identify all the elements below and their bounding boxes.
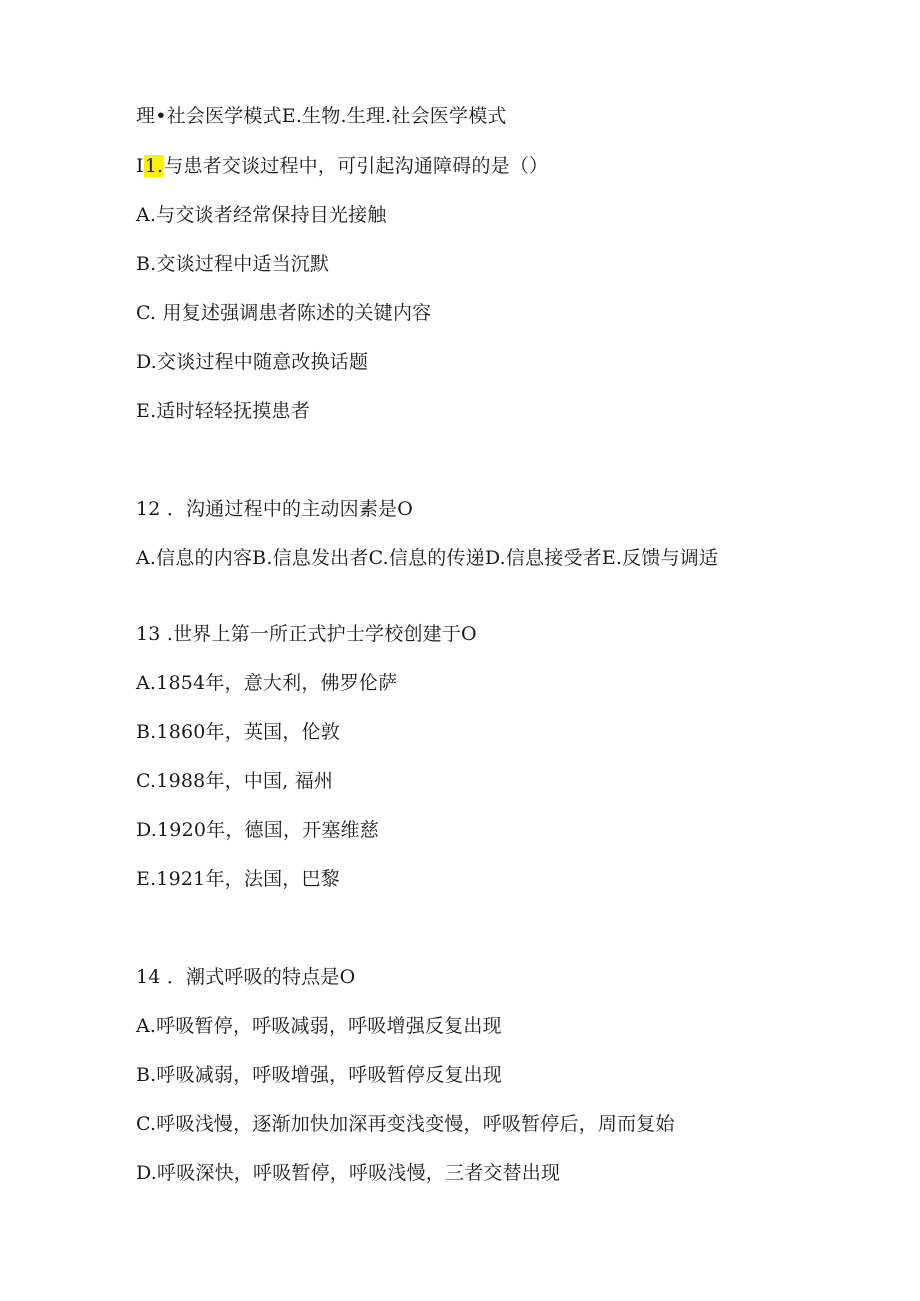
question-14-option-c: C.呼吸浅慢，逐渐加快加深再变浅变慢，呼吸暂停后，周而复始: [136, 1113, 675, 1135]
question-12-stem: 12 ．沟通过程中的主动因素是O: [136, 498, 413, 520]
question-11-option-a: A.与交谈者经常保持目光接触: [136, 204, 387, 226]
question-13-option-c: C.1988年，中国, 福州: [136, 770, 334, 792]
question-12-options: A.信息的内容B.信息发出者C.信息的传递D.信息接受者E.反馈与调适: [136, 547, 719, 569]
text-line-continuation: 理•社会医学模式E.生物.生理.社会医学模式: [136, 105, 507, 127]
question-14-option-d: D.呼吸深快，呼吸暂停，呼吸浅慢，三者交替出现: [136, 1162, 561, 1184]
question-13-option-d: D.1920年，德国，开塞维慈: [136, 819, 379, 841]
question-13-option-b: B.1860年，英国，伦敦: [136, 721, 340, 743]
question-13-stem: 13 .世界上第一所正式护士学校创建于O: [136, 623, 477, 645]
question-13-option-e: E.1921年，法国，巴黎: [136, 868, 340, 890]
question-11-option-d: D.交谈过程中随意改换话题: [136, 351, 369, 373]
question-11-highlighted-number: 1.: [144, 155, 164, 177]
question-13-option-a: A.1854年，意大利，佛罗伦萨: [136, 672, 398, 694]
question-11-stem: [136, 154, 548, 178]
question-11-option-c: C. 用复述强调患者陈述的关键内容: [136, 302, 432, 324]
question-11-option-e: E.适时轻轻抚摸患者: [136, 400, 310, 422]
question-11-prefix: I: [136, 155, 144, 177]
question-14-option-a: A.呼吸暂停，呼吸减弱，呼吸增强反复出现: [136, 1015, 502, 1037]
question-14-stem: 14 ．潮式呼吸的特点是O: [136, 966, 356, 988]
question-14-option-b: B.呼吸减弱，呼吸增强，呼吸暂停反复出现: [136, 1064, 503, 1086]
question-11-option-b: B.交谈过程中适当沉默: [136, 253, 330, 275]
question-11-text: 与患者交谈过程中，可引起沟通障碍的是（）: [164, 155, 549, 177]
